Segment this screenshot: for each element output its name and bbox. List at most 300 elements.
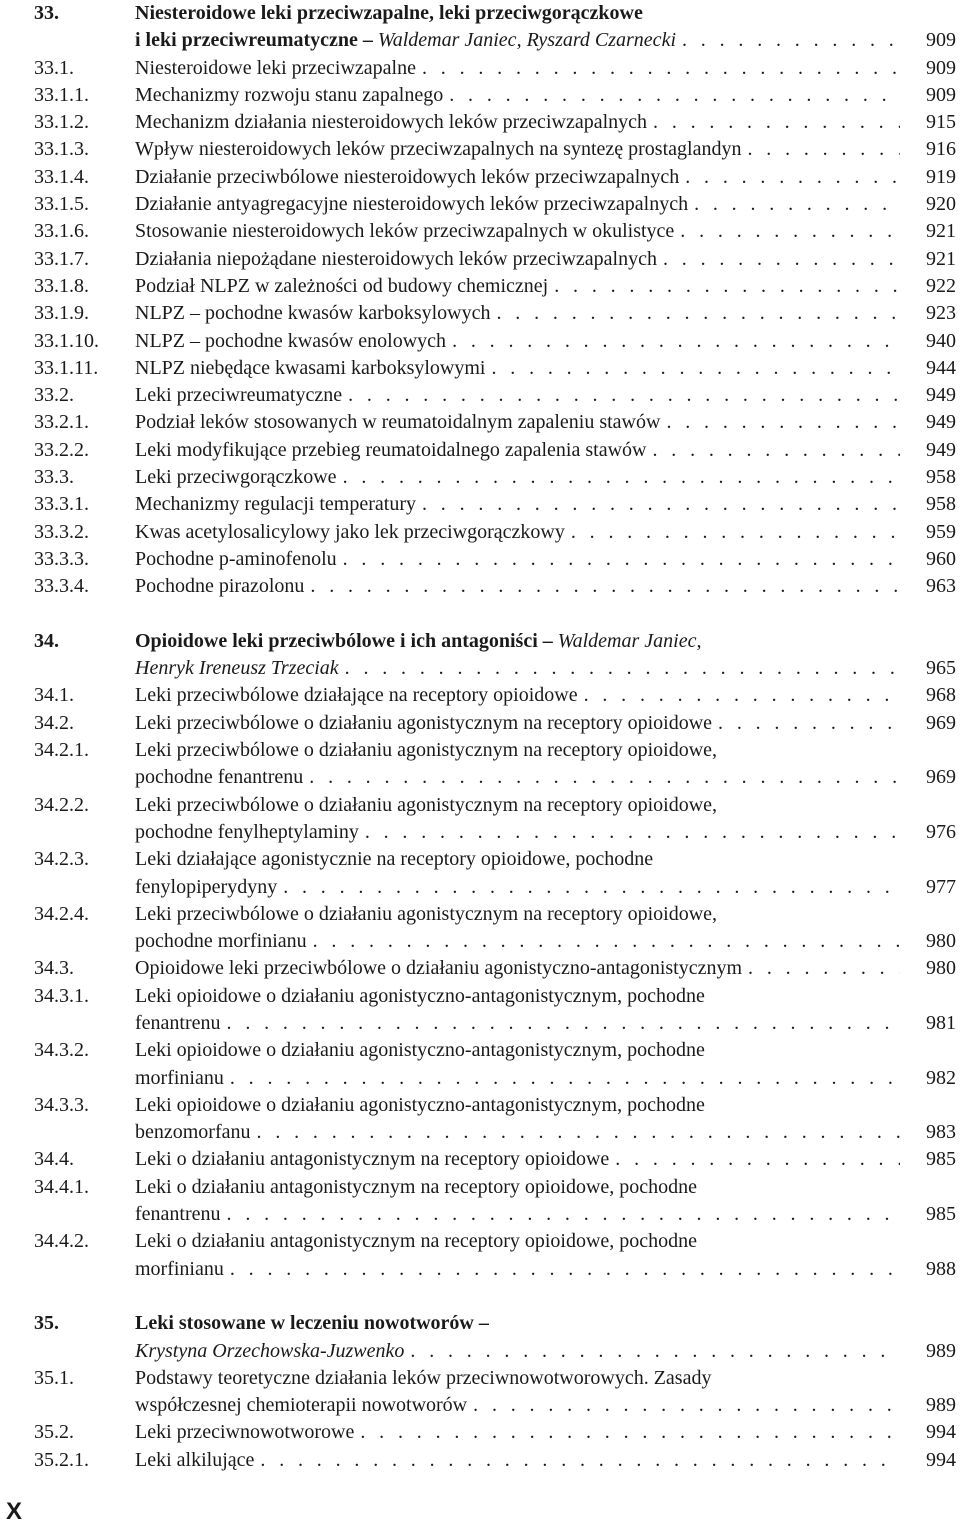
toc-entry-line — [135, 1310, 900, 1337]
toc-entry-line — [135, 409, 900, 436]
toc-entry-text — [135, 928, 307, 955]
toc-entry-number: 33.2.1. — [34, 411, 89, 434]
toc-entry-number: 33.1.6. — [34, 220, 89, 243]
toc-entry-page-number: 977 — [926, 875, 956, 898]
toc-entry-text — [135, 682, 578, 709]
toc-entry-page-number: 981 — [926, 1011, 956, 1034]
toc-entry-line — [135, 655, 900, 682]
toc-entry-text — [135, 1094, 705, 1116]
dot-leader — [221, 1201, 900, 1228]
dot-leader — [337, 464, 900, 491]
dot-leader — [221, 1010, 900, 1037]
toc-entry-number: 33.3.1. — [34, 493, 89, 516]
toc-entry-page-number: 944 — [926, 356, 956, 379]
toc-entry-number: 33.1.10. — [34, 329, 99, 352]
dot-leader — [224, 1256, 900, 1283]
toc-entry — [34, 437, 956, 464]
dot-leader — [404, 1338, 900, 1365]
toc-entry-body — [135, 0, 900, 55]
toc-entry-page-number: 988 — [926, 1257, 956, 1280]
toc-entry-page-number: 976 — [926, 820, 956, 843]
toc-entry-body — [135, 55, 900, 82]
toc-entry-title: Leki działające agonistycznie na receptory opioidowe, pochodne — [135, 848, 654, 871]
toc-entry-line — [135, 1065, 900, 1092]
toc-entry-text — [135, 300, 491, 327]
toc-entry-text — [135, 437, 646, 464]
toc-entry-text — [135, 764, 303, 791]
toc-entry — [34, 164, 956, 191]
toc-entry-number: 33.1.8. — [34, 274, 89, 297]
toc-entry-line — [135, 464, 900, 491]
toc-entry — [34, 55, 956, 82]
toc-chapter-entry — [34, 628, 956, 683]
toc-entry-number: 34.1. — [34, 684, 74, 707]
dot-leader — [548, 273, 900, 300]
toc-entry-line — [135, 246, 900, 273]
toc-entry-body — [135, 191, 900, 218]
toc-entry-number: 33.1.9. — [34, 302, 89, 325]
toc-entry-text — [135, 1119, 251, 1146]
toc-entry — [34, 792, 956, 847]
toc-entry-page-number: 949 — [926, 438, 956, 461]
toc-entry-title: pochodne fenylheptylaminy — [135, 820, 359, 843]
toc-entry-text — [135, 1010, 221, 1037]
toc-entry-line — [135, 1092, 900, 1119]
toc-entry-title: Leki przeciwgorączkowe — [135, 466, 337, 489]
toc-entry-title: Leki modyfikujące przebieg reumatoidalnego zapalenia stawów — [135, 438, 647, 461]
toc-entry-text — [135, 1065, 224, 1092]
toc-entry-body — [135, 437, 900, 464]
toc-chapter-entry — [34, 0, 956, 55]
toc-entry-title: Leki opioidowe o działaniu agonistyczno-antagonistycznym, pochodne — [135, 1093, 705, 1116]
toc-entry-page-number: 949 — [926, 384, 956, 407]
toc-entry-number: 33.1.4. — [34, 165, 89, 188]
toc-entry — [34, 1037, 956, 1092]
toc-entry-page-number: 994 — [926, 1448, 956, 1471]
toc-entry-number: 33.3.4. — [34, 575, 89, 598]
toc-entry-line — [135, 1037, 900, 1064]
toc-entry-author: Krystyna Orzechowska-Juzwenko — [135, 1339, 405, 1362]
toc-entry-text — [135, 2, 643, 24]
toc-chapter-entry — [34, 1310, 956, 1365]
toc-entry — [34, 300, 956, 327]
toc-entry-page-number: 959 — [926, 520, 956, 543]
toc-entry-title: Niesteroidowe leki przeciwzapalne — [135, 56, 416, 79]
toc-entry-title: morfinianu — [135, 1257, 224, 1280]
dot-leader — [578, 682, 900, 709]
toc-entry-number: 33.3.2. — [34, 520, 89, 543]
toc-entry-title: Stosowanie niesteroidowych leków przeciwzapalnych w okulistyce — [135, 220, 675, 243]
toc-entry-line — [135, 136, 900, 163]
toc-entry — [34, 682, 956, 709]
toc-entry-page-number: 916 — [926, 138, 956, 161]
toc-entry-text — [135, 1447, 254, 1474]
toc-entry — [34, 109, 956, 136]
toc-entry-title: Leki przeciwbólowe o działaniu agonistycznym na receptory opioidowe, — [135, 902, 718, 925]
toc-entry-page-number: 985 — [926, 1148, 956, 1171]
toc-entry-text — [135, 136, 741, 163]
toc-entry-title: Mechanizmy regulacji temperatury — [135, 493, 416, 516]
dot-leader — [254, 1447, 900, 1474]
dot-leader — [467, 1392, 900, 1419]
toc-entry — [34, 573, 956, 600]
toc-entry-title: morfinianu — [135, 1066, 224, 1089]
dot-leader — [688, 191, 900, 218]
toc-entry-line — [135, 355, 900, 382]
toc-entry-text — [135, 794, 717, 816]
toc-entry-body — [135, 1037, 900, 1092]
toc-entry-page-number: 923 — [926, 302, 956, 325]
toc-entry-line — [135, 1256, 900, 1283]
toc-entry-line — [135, 928, 900, 955]
toc-entry-line — [135, 955, 900, 982]
toc-entry-line — [135, 1010, 900, 1037]
toc-entry — [34, 246, 956, 273]
toc-entry — [34, 901, 956, 956]
toc-entry-title: Leki przeciwbólowe o działaniu agonistycznym na receptory opioidowe — [135, 711, 713, 734]
toc-entry-author: Henryk Ireneusz Trzeciak — [135, 657, 339, 680]
dot-leader — [741, 136, 900, 163]
toc-entry-text — [135, 739, 717, 761]
toc-entry-page-number: 994 — [926, 1421, 956, 1444]
toc-entry-body — [135, 901, 900, 956]
toc-entry-text — [135, 1312, 489, 1334]
dot-leader — [337, 546, 900, 573]
toc-entry-title: Niesteroidowe leki przeciwzapalne, leki przeciwgorączkowe — [135, 2, 643, 24]
toc-entry-line — [135, 1338, 900, 1365]
toc-entry — [34, 1419, 956, 1446]
toc-entry-text — [135, 246, 657, 273]
toc-entry — [34, 273, 956, 300]
toc-entry-line — [135, 191, 900, 218]
toc-entry-number: 33.1.5. — [34, 193, 89, 216]
dot-leader — [674, 218, 900, 245]
toc-entry-line — [135, 983, 900, 1010]
toc-entry-number: 33.2.2. — [34, 438, 89, 461]
toc-entry — [34, 218, 956, 245]
toc-entry-line — [135, 1447, 900, 1474]
toc-entry-line — [135, 437, 900, 464]
toc-entry-body — [135, 1174, 900, 1229]
dot-leader — [303, 764, 900, 791]
dot-leader — [485, 355, 900, 382]
dot-leader — [676, 27, 900, 54]
toc-entry-text — [135, 1176, 697, 1198]
toc-entry-title: Mechanizmy rozwoju stanu zapalnego — [135, 83, 444, 106]
toc-entry-page-number: 963 — [926, 575, 956, 598]
toc-entry-line — [135, 819, 900, 846]
toc-entry-line — [135, 55, 900, 82]
toc-entry-page-number: 949 — [926, 411, 956, 434]
toc-entry-number: 35.2. — [34, 1421, 74, 1444]
toc-entry-line — [135, 573, 900, 600]
toc-entry-page-number: 989 — [926, 1394, 956, 1417]
toc-entry-text — [135, 109, 647, 136]
toc-entry-text — [135, 903, 717, 925]
toc-entry-body — [135, 1447, 900, 1474]
toc-entry-number: 34.2.2. — [34, 793, 89, 816]
toc-entry-text — [135, 55, 416, 82]
toc-entry-body — [135, 546, 900, 573]
toc-entry — [34, 1447, 956, 1474]
toc-entry-number: 34.3.3. — [34, 1093, 89, 1116]
toc-entry-body — [135, 1146, 900, 1173]
toc-entry — [34, 1092, 956, 1147]
dot-leader — [443, 82, 900, 109]
toc-entry-page-number: 983 — [926, 1121, 956, 1144]
table-of-contents — [34, 0, 956, 1474]
toc-entry-number: 34.3. — [34, 957, 74, 980]
toc-entry-author: Waldemar Janiec, Ryszard Czarnecki — [377, 29, 676, 52]
toc-entry-page-number: 969 — [926, 766, 956, 789]
toc-entry-text — [135, 409, 660, 436]
dot-leader — [657, 246, 900, 273]
toc-entry-body — [135, 328, 900, 355]
toc-entry-body — [135, 300, 900, 327]
toc-entry-body — [135, 491, 900, 518]
toc-entry-title: fenantrenu — [135, 1011, 221, 1034]
toc-entry — [34, 82, 956, 109]
toc-entry-title: Podział leków stosowanych w reumatoidalnym zapaleniu stawów — [135, 411, 661, 434]
toc-entry-line — [135, 1201, 900, 1228]
toc-entry-text — [135, 464, 337, 491]
toc-entry-text — [135, 955, 742, 982]
toc-entry-body — [135, 246, 900, 273]
toc-entry-line — [135, 109, 900, 136]
toc-entry-title: Podstawy teoretyczne działania leków przeciwnowotworowych. Zasady — [135, 1366, 712, 1389]
toc-entry-page-number: 919 — [926, 165, 956, 188]
toc-entry-text — [135, 985, 705, 1007]
toc-entry-number: 35.2.1. — [34, 1448, 89, 1471]
toc-entry-line — [135, 218, 900, 245]
dot-leader — [712, 710, 900, 737]
toc-entry-text — [135, 1201, 221, 1228]
toc-entry-page-number: 958 — [926, 493, 956, 516]
toc-entry-line — [135, 519, 900, 546]
dot-leader — [660, 409, 900, 436]
toc-entry-line — [135, 682, 900, 709]
toc-entry-page-number: 909 — [926, 56, 956, 79]
toc-entry-title: Leki o działaniu antagonistycznym na receptory opioidowe, pochodne — [135, 1175, 698, 1198]
toc-entry-body — [135, 710, 900, 737]
toc-entry-text — [135, 491, 416, 518]
dot-leader — [446, 328, 900, 355]
toc-entry-number: 33.1.7. — [34, 247, 89, 270]
dot-leader — [609, 1146, 900, 1173]
page-folio: X — [6, 1498, 23, 1525]
toc-entry-page-number: 980 — [926, 957, 956, 980]
toc-entry-line — [135, 901, 900, 928]
toc-entry-title: pochodne fenantrenu — [135, 766, 304, 789]
toc-entry-line — [135, 1174, 900, 1201]
toc-entry-page-number: 960 — [926, 547, 956, 570]
toc-entry-text — [135, 1392, 467, 1419]
toc-entry-line — [135, 0, 900, 27]
toc-entry-body — [135, 519, 900, 546]
toc-entry-title: NLPZ niebędące kwasami karboksylowymi — [135, 356, 486, 379]
toc-entry-line — [135, 1392, 900, 1419]
toc-entry-text — [135, 573, 304, 600]
toc-entry-text — [135, 819, 359, 846]
toc-entry-text — [135, 848, 653, 870]
toc-entry-line — [135, 273, 900, 300]
toc-entry-page-number: 982 — [926, 1066, 956, 1089]
toc-entry-page-number: 969 — [926, 711, 956, 734]
toc-entry-page-number: 958 — [926, 466, 956, 489]
dot-leader — [354, 1419, 900, 1446]
toc-entry-number: 34.3.1. — [34, 984, 89, 1007]
toc-entry-text — [135, 1367, 711, 1389]
dot-leader — [416, 55, 900, 82]
toc-entry — [34, 136, 956, 163]
toc-entry-number: 33.1.11. — [34, 356, 99, 379]
toc-entry-text — [135, 655, 339, 682]
toc-entry-title: Kwas acetylosalicylowy jako lek przeciwgorączkowy — [135, 520, 565, 543]
toc-entry-page-number: 922 — [926, 274, 956, 297]
toc-entry-line — [135, 1146, 900, 1173]
toc-entry-title: Działanie antyagregacyjne niesteroidowych leków przeciwzapalnych — [135, 193, 689, 216]
toc-entry-text — [135, 630, 701, 652]
toc-entry-title: benzomorfanu — [135, 1121, 251, 1144]
toc-entry-text — [135, 82, 443, 109]
toc-entry-page-number: 909 — [926, 29, 956, 52]
toc-entry-body — [135, 1228, 900, 1283]
dot-leader — [359, 819, 900, 846]
toc-entry-title: Działanie przeciwbólowe niesteroidowych leków przeciwzapalnych — [135, 165, 680, 188]
toc-entry-body — [135, 464, 900, 491]
toc-entry-title: Leki stosowane w leczeniu nowotworów – — [135, 1312, 489, 1335]
toc-entry-page-number: 920 — [926, 193, 956, 216]
toc-entry-title: fenylopiperydyny — [135, 875, 278, 898]
toc-entry-body — [135, 1419, 900, 1446]
toc-entry-line — [135, 737, 900, 764]
toc-entry — [34, 519, 956, 546]
toc-entry-line — [135, 1365, 900, 1392]
toc-entry-title: Leki alkilujące — [135, 1448, 255, 1471]
toc-entry-line — [135, 792, 900, 819]
toc-entry-title: Leki opioidowe o działaniu agonistyczno-antagonistycznym, pochodne — [135, 1039, 705, 1062]
toc-entry — [34, 191, 956, 218]
dot-leader — [307, 928, 900, 955]
toc-entry — [34, 355, 956, 382]
toc-entry-text — [135, 1256, 224, 1283]
toc-entry — [34, 710, 956, 737]
toc-entry-number: 33.3. — [34, 466, 74, 489]
toc-entry-number: 34.3.2. — [34, 1039, 89, 1062]
toc-entry — [34, 328, 956, 355]
toc-entry-number: 33.2. — [34, 384, 74, 407]
toc-entry — [34, 409, 956, 436]
toc-entry-body — [135, 109, 900, 136]
toc-entry-page-number: 985 — [926, 1203, 956, 1226]
dot-leader — [565, 519, 900, 546]
toc-entry-title: NLPZ – pochodne kwasów enolowych — [135, 329, 447, 352]
toc-entry-text — [135, 710, 712, 737]
toc-entry-title: Leki opioidowe o działaniu agonistyczno-antagonistycznym, pochodne — [135, 984, 705, 1007]
toc-entry — [34, 1174, 956, 1229]
toc-entry-title: i leki przeciwreumatyczne – — [135, 29, 378, 52]
toc-entry-body — [135, 983, 900, 1038]
toc-entry-text — [135, 1419, 354, 1446]
toc-entry-line — [135, 628, 900, 655]
toc-entry-text — [135, 164, 679, 191]
toc-entry-line — [135, 764, 900, 791]
toc-entry — [34, 955, 956, 982]
toc-entry — [34, 983, 956, 1038]
toc-entry-page-number: 980 — [926, 930, 956, 953]
toc-entry-number: 33.3.3. — [34, 547, 89, 570]
toc-entry-body — [135, 737, 900, 792]
toc-entry-body — [135, 409, 900, 436]
toc-entry-page-number: 909 — [926, 83, 956, 106]
toc-entry-text — [135, 191, 688, 218]
toc-entry-line — [135, 874, 900, 901]
toc-entry-text — [135, 874, 277, 901]
toc-entry-number: 35. — [34, 1312, 59, 1335]
toc-entry-number: 35.1. — [34, 1366, 74, 1389]
toc-entry-line — [135, 164, 900, 191]
toc-entry — [34, 737, 956, 792]
toc-entry-title: Leki przeciwbólowe o działaniu agonistycznym na receptory opioidowe, — [135, 793, 718, 816]
toc-entry-title: Mechanizm działania niesteroidowych leków przeciwzapalnych — [135, 111, 648, 134]
toc-entry-text — [135, 27, 676, 54]
dot-leader — [647, 109, 900, 136]
toc-entry-number: 33. — [34, 2, 59, 24]
toc-entry-author: Waldemar Janiec, — [557, 629, 702, 652]
toc-entry-body — [135, 846, 900, 901]
toc-entry-line — [135, 82, 900, 109]
toc-entry-number: 34.2.3. — [34, 848, 89, 871]
dot-leader — [339, 655, 900, 682]
toc-entry — [34, 546, 956, 573]
toc-entry-title: Leki o działaniu antagonistycznym na receptory opioidowe, pochodne — [135, 1230, 698, 1253]
toc-entry-title: Leki przeciwbólowe o działaniu agonistycznym na receptory opioidowe, — [135, 739, 718, 762]
toc-entry-number: 34.4. — [34, 1148, 74, 1171]
toc-entry-line — [135, 491, 900, 518]
dot-leader — [277, 874, 900, 901]
toc-entry-title: Leki przeciwbólowe działające na receptory opioidowe — [135, 684, 578, 707]
toc-entry-title: fenantrenu — [135, 1203, 221, 1226]
toc-entry-line — [135, 1228, 900, 1255]
toc-entry — [34, 846, 956, 901]
toc-entry-title: pochodne morfinianu — [135, 930, 307, 953]
toc-entry — [34, 1228, 956, 1283]
toc-entry-title: NLPZ – pochodne kwasów karboksylowych — [135, 302, 491, 325]
toc-entry-title: Pochodne p-aminofenolu — [135, 547, 337, 570]
toc-entry-body — [135, 273, 900, 300]
dot-leader — [304, 573, 900, 600]
toc-entry-text — [135, 355, 485, 382]
toc-entry-title: Opioidowe leki przeciwbólowe o działaniu agonistyczno-antagonistycznym — [135, 957, 743, 980]
toc-entry-line — [135, 846, 900, 873]
toc-entry-page-number: 921 — [926, 247, 956, 270]
toc-entry-line — [135, 27, 900, 54]
toc-entry-number: 34. — [34, 629, 59, 652]
toc-entry — [34, 1146, 956, 1173]
dot-leader — [646, 437, 900, 464]
toc-entry-title: Wpływ niesteroidowych leków przeciwzapalnych na syntezę prostaglandyn — [135, 138, 742, 161]
toc-entry-text — [135, 1146, 609, 1173]
toc-entry-title: Leki przeciwnowotworowe — [135, 1421, 355, 1444]
toc-entry-text — [135, 382, 342, 409]
toc-entry-number: 33.1.3. — [34, 138, 89, 161]
toc-entry-body — [135, 218, 900, 245]
toc-entry-text — [135, 519, 565, 546]
toc-entry-line — [135, 1119, 900, 1146]
toc-entry-title: Podział NLPZ w zależności od budowy chemicznej — [135, 274, 549, 297]
toc-entry-title: Leki o działaniu antagonistycznym na receptory opioidowe — [135, 1148, 610, 1171]
toc-entry-line — [135, 300, 900, 327]
